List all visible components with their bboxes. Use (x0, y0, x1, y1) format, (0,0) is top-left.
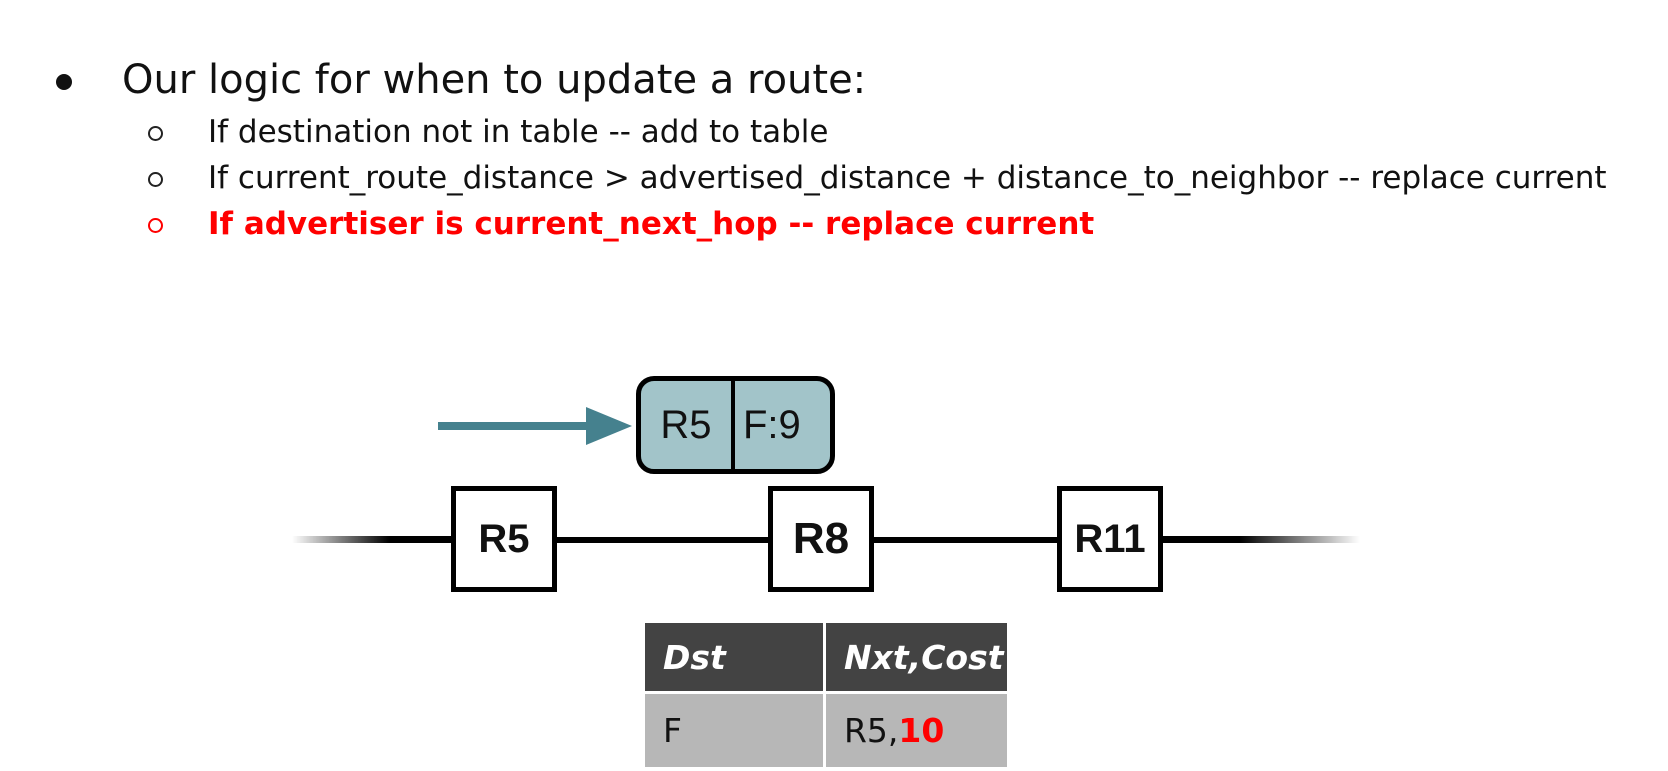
rule-text: If advertiser is current_next_hop -- replace current (208, 206, 1095, 242)
column-header-dst: Dst (644, 622, 825, 693)
cell-dst: F (644, 693, 825, 769)
advertisement-message (636, 376, 835, 474)
cell-next-cost (825, 693, 1009, 769)
table-row (644, 693, 1009, 769)
ad-sender: R5 (641, 381, 735, 469)
routing-table (642, 620, 1010, 770)
table-header-row (644, 622, 1009, 693)
rule-text: If current_route_distance > advertised_distance + distance_to_neighbor -- replace current (208, 160, 1607, 196)
heading-text: Our logic for when to update a route: (122, 57, 867, 103)
column-header-next-cost: Nxt,Cost (825, 622, 1009, 693)
rule-text: If destination not in table -- add to table (208, 114, 829, 150)
router-r11: R11 (1057, 486, 1163, 592)
router-r5: R5 (451, 486, 557, 592)
router-r8: R8 (768, 486, 874, 592)
link-left-fade (292, 536, 454, 543)
cost-value: 10 (898, 711, 945, 750)
advertisement-arrow-head-icon (586, 407, 632, 445)
link-right-fade (1160, 536, 1360, 543)
ad-payload: F:9 (743, 402, 801, 447)
next-hop: R5, (844, 711, 899, 750)
